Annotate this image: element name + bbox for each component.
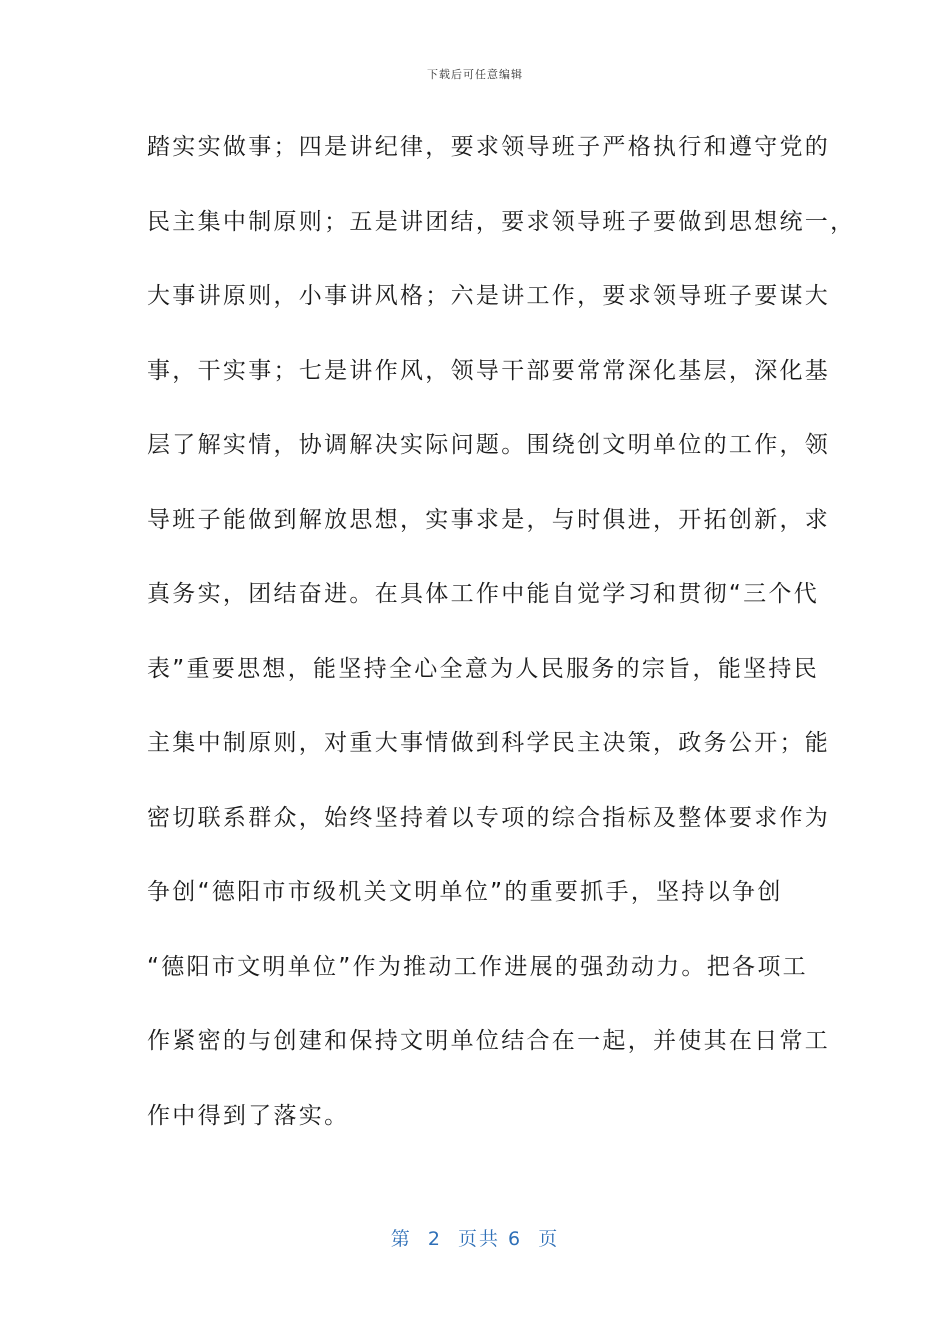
- text-line: “德阳市文明单位”作为推动工作进展的强劲动力。把各项工: [147, 953, 808, 980]
- text-line: 层了解实情，协调解决实际问题。围绕创文明单位的工作，领: [147, 432, 831, 458]
- text-line: 主集中制原则，对重大事情做到科学民主决策，政务公开；能: [147, 730, 831, 756]
- text-line: 踏实实做事；四是讲纪律，要求领导班子严格执行和遵守党的: [147, 134, 831, 160]
- text-line: 导班子能做到解放思想，实事求是，与时俱进，开拓创新，求: [147, 506, 831, 533]
- text-line: 作中得到了落实。: [147, 1102, 350, 1129]
- page-header: 下载后可任意编辑: [427, 68, 523, 81]
- page-number-text: 第 2 页共 6 页: [390, 1228, 560, 1250]
- page-number: [0, 1224, 950, 1251]
- text-line: 作紧密的与创建和保持文明单位结合在一起，并使其在日常工: [147, 1028, 831, 1054]
- text-line: 密切联系群众，始终坚持着以专项的综合指标及整体要求作为: [147, 804, 831, 831]
- text-line: 真务实，团结奋进。在具体工作中能自觉学习和贯彻“三个代: [147, 581, 820, 607]
- text-line: 争创“德阳市市级机关文明单位”的重要抓手，坚持以争创: [147, 879, 783, 905]
- text-line: 民主集中制原则；五是讲团结，要求领导班子要做到思想统一，: [147, 208, 856, 235]
- text-line: 大事讲原则，小事讲风格；六是讲工作，要求领导班子要谋大: [147, 283, 831, 309]
- text-line: 事，干实事；七是讲作风，领导干部要常常深化基层，深化基: [147, 357, 831, 384]
- document-body: [147, 122, 856, 1165]
- text-line: 表”重要思想，能坚持全心全意为人民服务的宗旨，能坚持民: [147, 655, 820, 682]
